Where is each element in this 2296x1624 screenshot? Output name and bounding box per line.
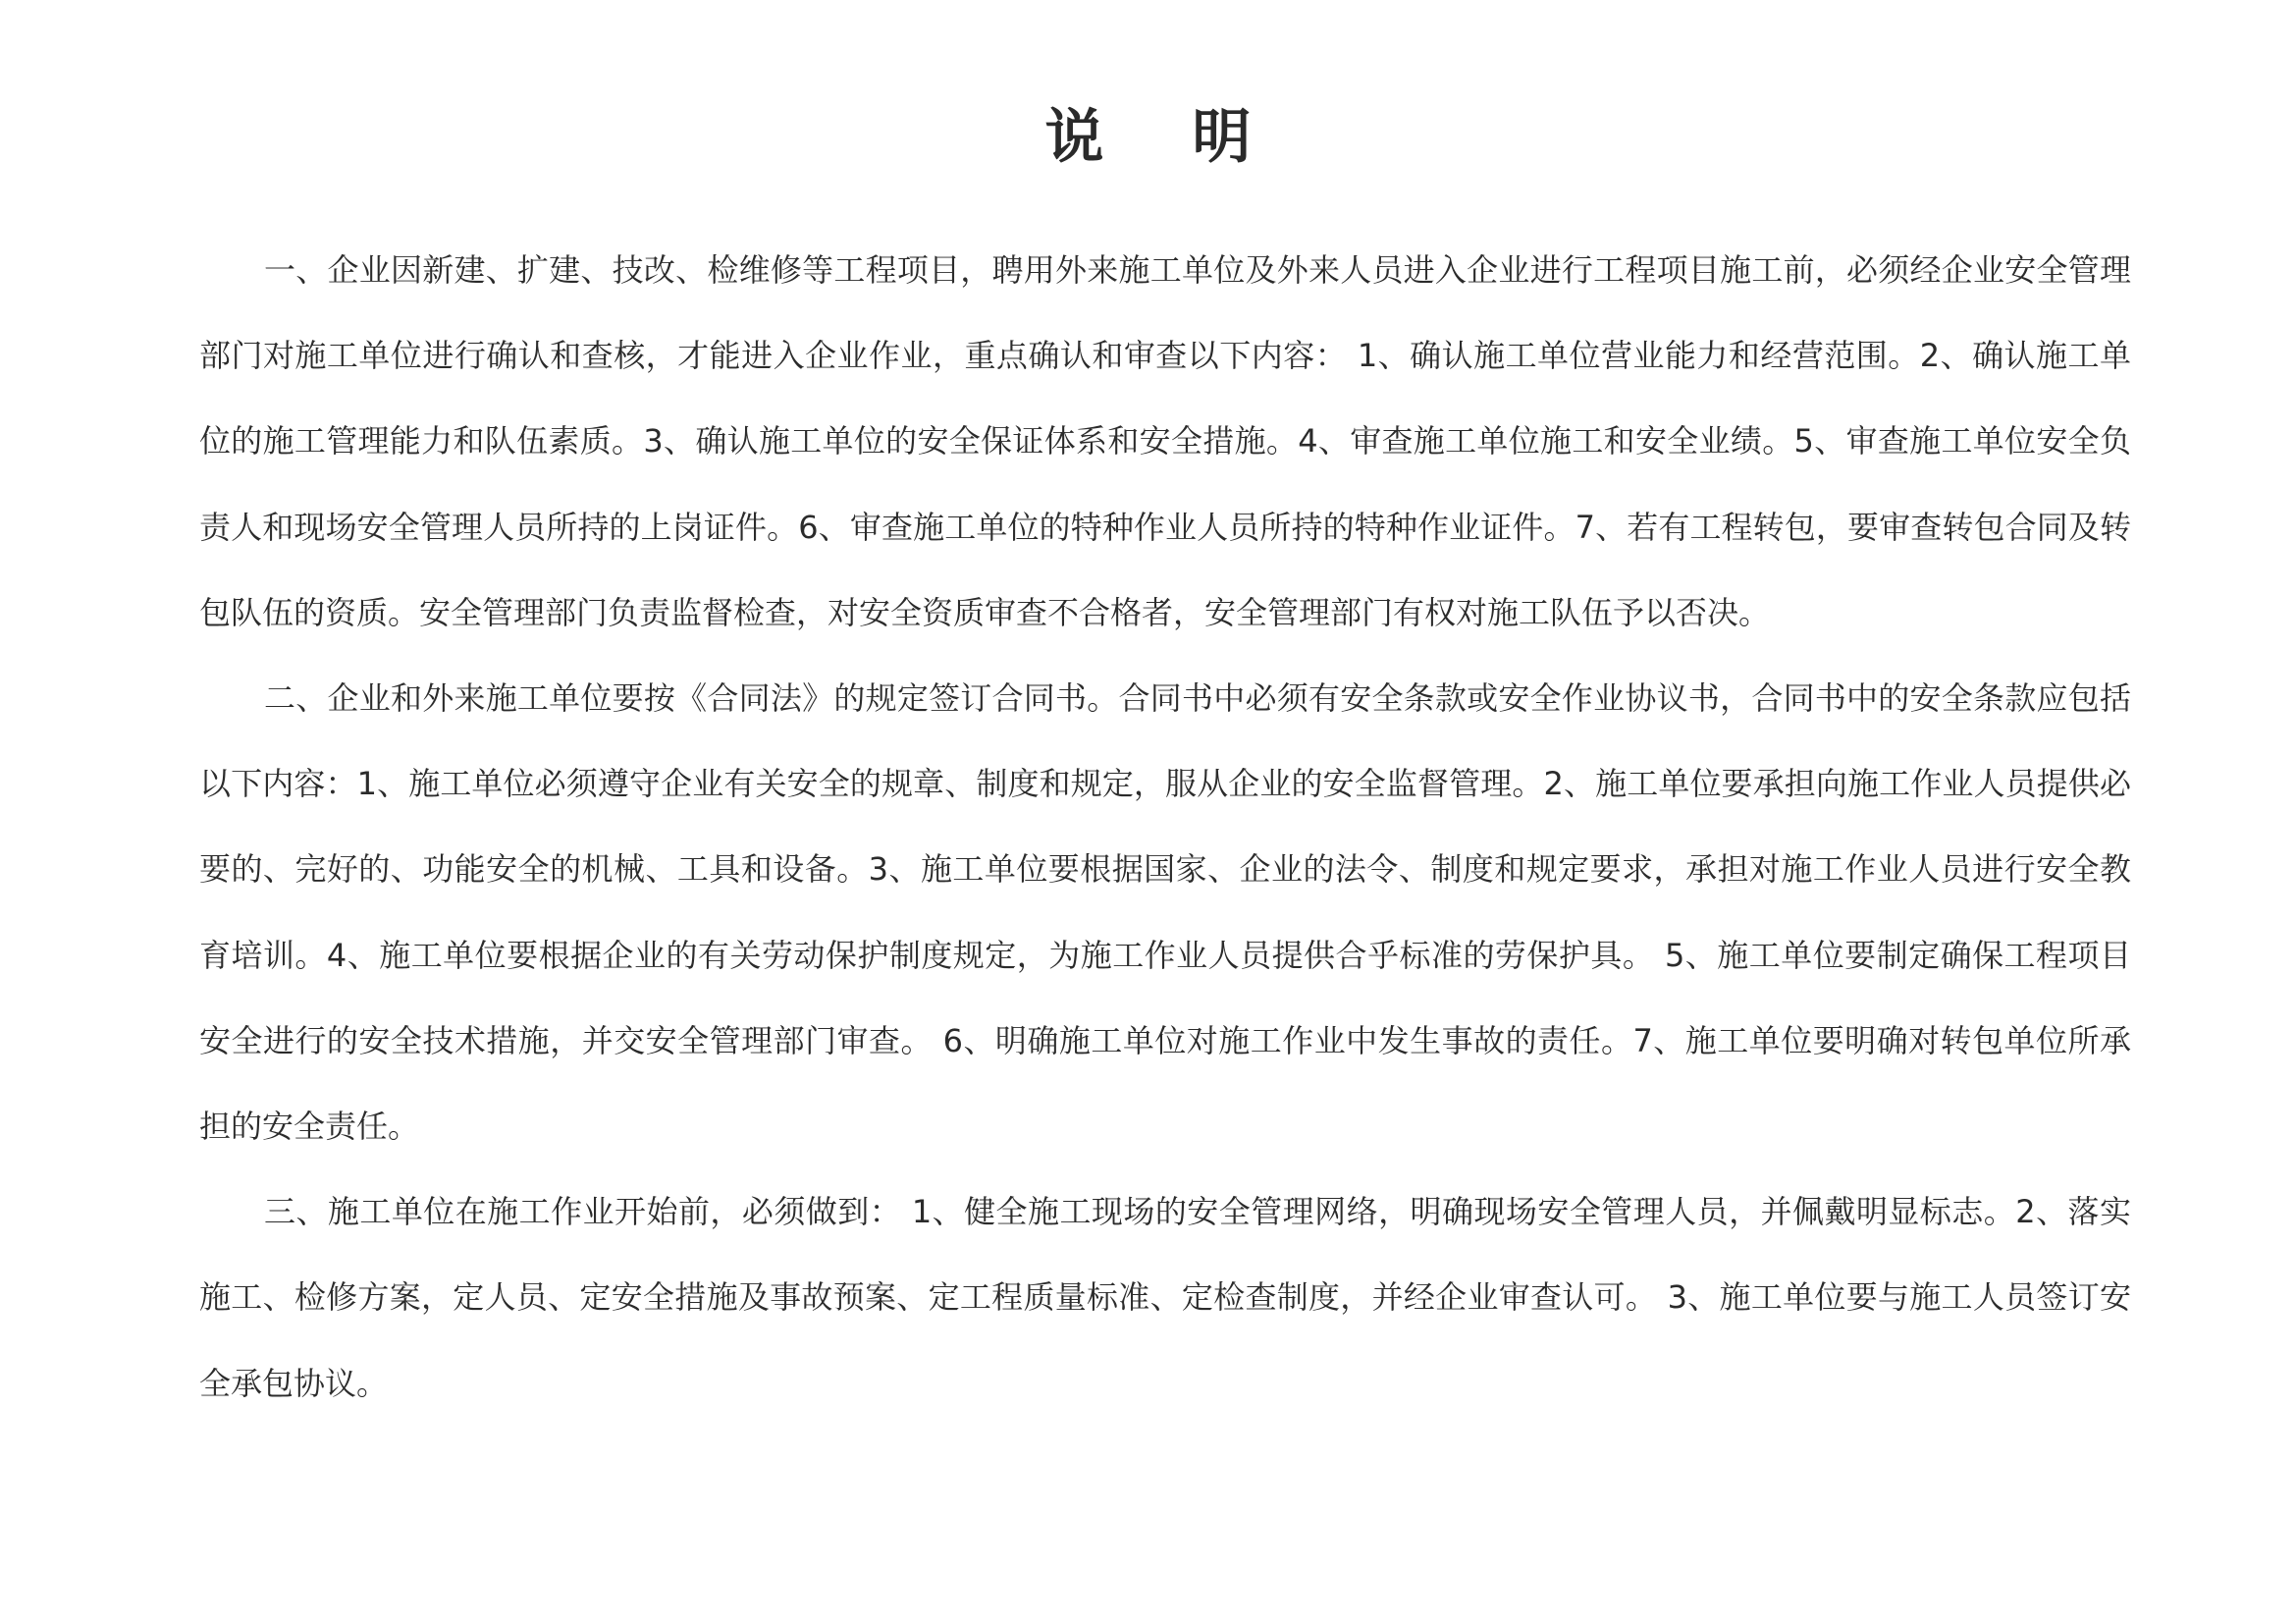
- paragraph-3: 三、施工单位在施工作业开始前，必须做到： 1、健全施工现场的安全管理网络，明确现场安全管理人员，并佩戴明显标志。2、落实施工、检修方案，定人员、定安全措施及事故预案、定工程质量标准、定检查制度，并经企业审查认可。 3、施工单位要与施工人员签订安全承包协议。: [199, 1193, 2131, 1402]
- document-body: [199, 228, 2131, 1427]
- paragraph-2: 二、企业和外来施工单位要按《合同法》的规定签订合同书。合同书中必须有安全条款或安全作业协议书，合同书中的安全条款应包括以下内容：1、施工单位必须遵守企业有关安全的规章、制度和规定，服从企业的安全监督管理。2、施工单位要承担向施工作业人员提供必要的、完好的、功能安全的机械、工具和设备。3、施工单位要根据国家、企业的法令、制度和规定要求，承担对施工作业人员进行安全教育培训。4、施工单位要根据企业的有关劳动保护制度规定，为施工作业人员提供合乎标准的劳保护具。 5、施工单位要制定确保工程项目安全进行的安全技术措施，并交安全管理部门审查。 6、明确施工单位对施工作业中发生事故的责任。7、施工单位要明确对转包单位所承担的安全责任。: [199, 679, 2131, 1146]
- paragraph-1: 一、企业因新建、扩建、技改、检维修等工程项目，聘用外来施工单位及外来人员进入企业进行工程项目施工前，必须经企业安全管理部门对施工单位进行确认和查核，才能进入企业作业，重点确认和审查以下内容： 1、确认施工单位营业能力和经营范围。2、确认施工单位的施工管理能力和队伍素质。3、确认施工单位的安全保证体系和安全措施。4、审查施工单位施工和安全业绩。5、审查施工单位安全负责人和现场安全管理人员所持的上岗证件。6、审查施工单位的特种作业人员所持的特种作业证件。7、若有工程转包，要审查转包合同及转包队伍的资质。安全管理部门负责监督检查，对安全资质审查不合格者，安全管理部门有权对施工队伍予以否决。: [199, 251, 2131, 631]
- page-title: 说明: [1044, 103, 1340, 172]
